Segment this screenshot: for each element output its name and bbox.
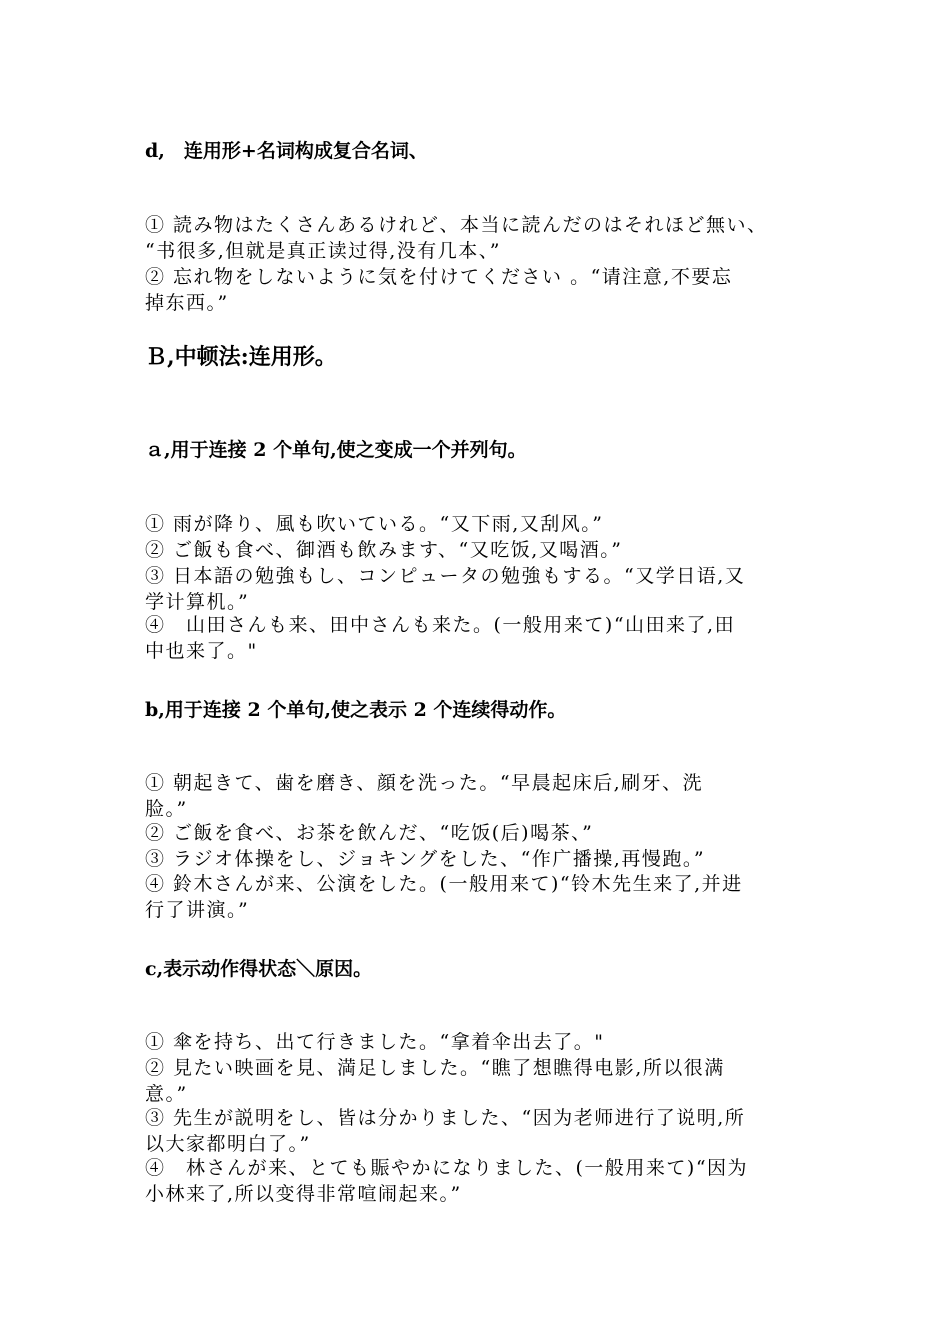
example-line: ① 傘を持ち、出て行きました。“拿着伞出去了。": [145, 1031, 605, 1053]
example-line: “书很多,但就是真正读过得,没有几本、”: [145, 240, 502, 262]
example-a-2: [145, 537, 813, 563]
example-b-3: [145, 846, 813, 872]
heading-section-b: b,用于连接 2 个单句,使之表示 2 个连续得动作。: [145, 699, 567, 721]
example-c-3: [145, 1105, 813, 1157]
example-d-1: [145, 212, 813, 264]
example-line: ④ 山田さんも来、田中さんも来た。(一般用来て)“山田来了,田: [145, 614, 736, 636]
example-line: ② ご飯を食べ、お茶を飲んだ、“吃饭(后)喝茶、”: [145, 822, 594, 844]
heading-section-a: ａ,用于连接 2 个单句,使之变成一个并列句。: [145, 439, 527, 461]
example-a-3: [145, 563, 813, 615]
example-line: ① 読み物はたくさんあるけれど、本当に読んだのはそれほど無い、: [145, 214, 768, 236]
example-line: ① 雨が降り、風も吹いている。“又下雨,又刮风。”: [145, 513, 604, 535]
example-line: 小林来了,所以变得非常喧闹起来。”: [145, 1183, 462, 1205]
example-c-4: [145, 1155, 813, 1207]
example-line: 行了讲演。”: [145, 899, 250, 921]
example-line: ① 朝起きて、歯を磨き、顔を洗った。“早晨起床后,刷牙、洗: [145, 772, 704, 794]
example-line: 意。”: [145, 1083, 188, 1105]
example-line: 学计算机。”: [145, 591, 250, 613]
heading-section-c: c,表示动作得状态＼原因。: [145, 958, 373, 980]
example-b-4: [145, 871, 813, 923]
example-line: ③ 先生が説明をし、皆は分かりました、“因为老师进行了说明,所: [145, 1107, 746, 1129]
example-a-4: [145, 612, 813, 664]
example-b-1: [145, 770, 813, 822]
example-line: ② ご飯も食べ、御酒も飲みます、“又吃饭,又喝酒。”: [145, 539, 623, 561]
example-c-2: [145, 1055, 813, 1107]
example-c-1: [145, 1029, 813, 1055]
example-line: 脸。”: [145, 798, 188, 820]
example-a-1: [145, 511, 813, 537]
heading-section-B: Ｂ,中顿法:连用形。: [145, 344, 337, 370]
example-line: 中也来了。": [145, 640, 258, 662]
example-line: ② 忘れ物をしないように気を付けてください 。“请注意,不要忘: [145, 266, 733, 288]
example-b-2: [145, 820, 813, 846]
example-line: ④ 鈴木さんが来、公演をした。(一般用来て)“铃木先生来了,并进: [145, 873, 743, 895]
example-line: ② 見たい映画を見、満足しました。“瞧了想瞧得电影,所以很满: [145, 1057, 725, 1079]
example-line: 掉东西。”: [145, 292, 229, 314]
heading-section-d: d, 连用形+名词构成复合名词、: [145, 140, 428, 162]
example-line: 以大家都明白了。”: [145, 1133, 311, 1155]
example-line: ③ ラジオ体操をし、ジョキングをした、“作广播操,再慢跑。”: [145, 848, 706, 870]
example-line: ③ 日本語の勉強もし、コンピュータの勉強もする。“又学日语,又: [145, 565, 746, 587]
example-line: ④ 林さんが来、とても賑やかになりました、(一般用来て)“因为: [145, 1157, 749, 1179]
example-d-2: [145, 264, 813, 316]
